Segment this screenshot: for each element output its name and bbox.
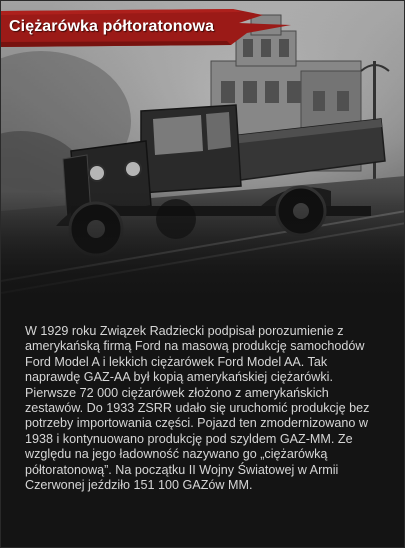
card-description: W 1929 roku Związek Radziecki podpisał porozumienie z amerykańską firmą Ford na masową produkcję samochodów Ford Model A i lekkich ciężarówek Ford Model AA. Tak naprawdę GAZ-AA był kopią amerykańskiej ciężarówki. Pierwsze 72 000 ciężarówek złożono z amerykańskich zestawów. Do 1933 ZSRR udało się uruchomić produkcję bez potrzeby importowania części. Pojazd ten zmodernizowano w 1938 i kontynuowano produkcję pod szyldem GAZ-MM. Ze względu na jego ładowność nazywano go „ciężarówką półtoratonową”. Na początku II Wojny Światowej w Armii Czerwonej jeździło 151 100 GAZów MM. — [25, 324, 370, 493]
photo-fade-overlay — [1, 191, 405, 311]
title-banner — [1, 9, 301, 47]
card-title: Ciężarówka półtoratonowa — [9, 18, 215, 35]
